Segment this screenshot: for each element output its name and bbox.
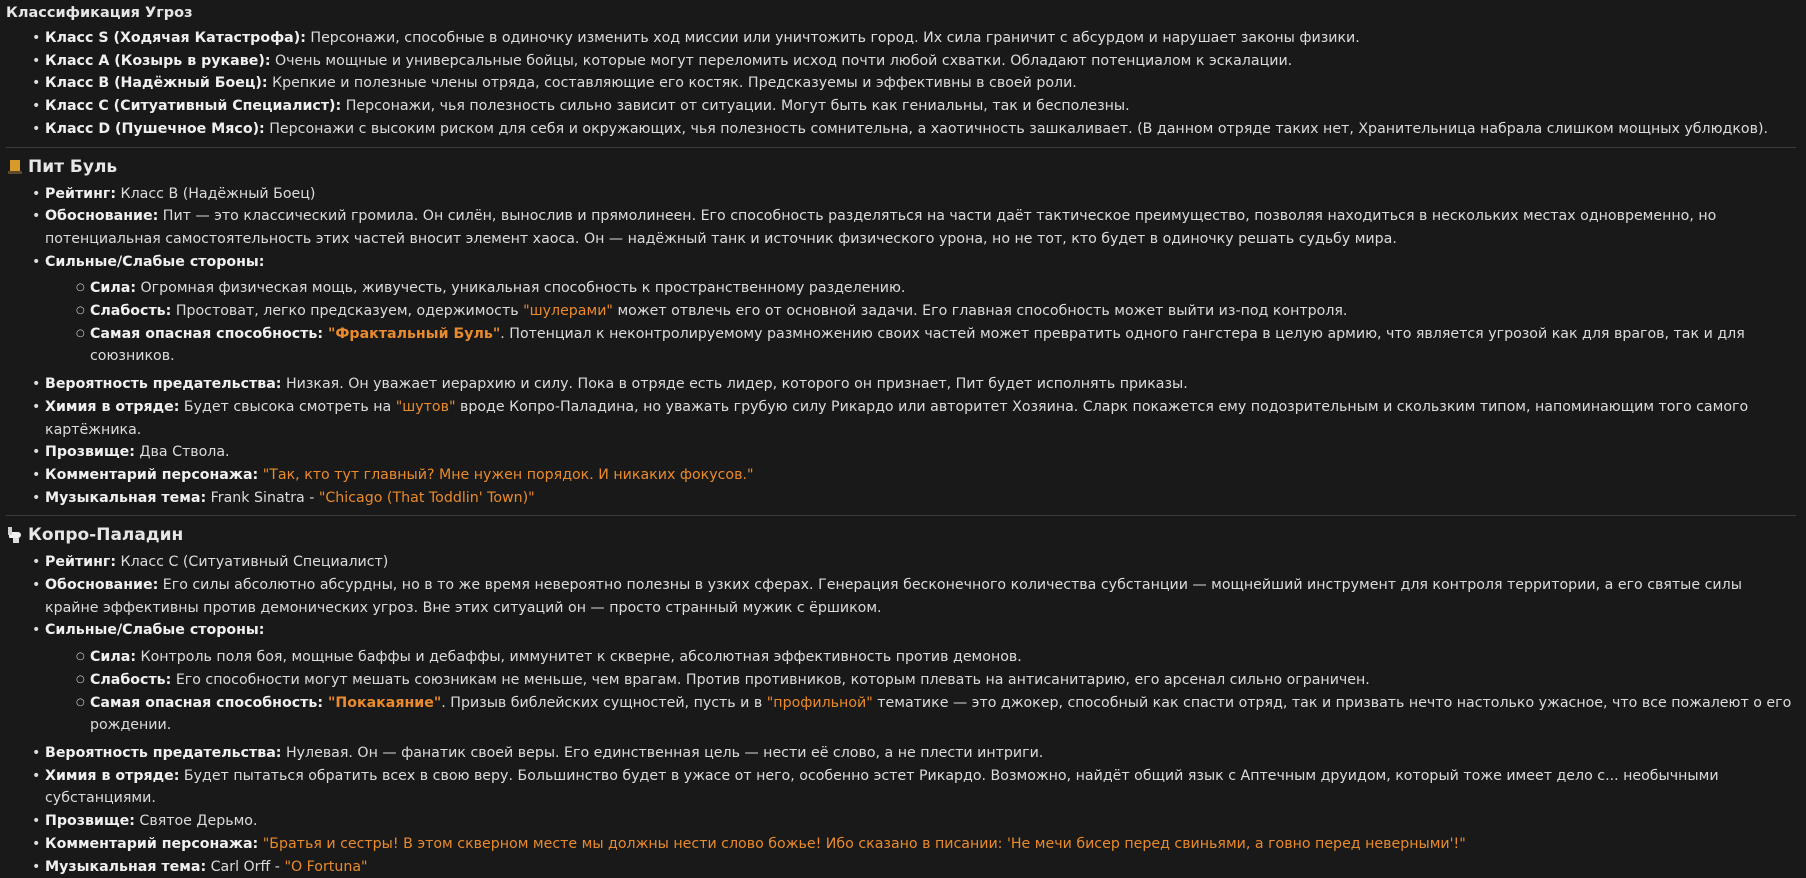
character-name: Копро-Паладин xyxy=(28,525,183,545)
divider xyxy=(6,147,1796,148)
toilet-icon xyxy=(8,527,22,543)
section-heading-pit-bull xyxy=(8,157,1798,177)
reason-item: • Обоснование: Его силы абсолютно абсурдны, но в то же время невероятно полезны в узких сферах. Генерация бесконечного количества субстанции — мощнейший инструмент для контроля территории, а его святые силы крайне эффективны против демонических угроз. Вне этих ситуаций он — просто странный мужик с ёршиком. xyxy=(45,574,1798,619)
nickname-item: • Прозвище: Святое Дерьмо. xyxy=(45,810,1798,833)
section-heading-kopro-paladin xyxy=(8,525,1798,545)
betrayal-item: • Вероятность предательства: Низкая. Он уважает иерархию и силу. Пока в отряде есть лидер, которого он признает, Пит будет исполнять приказы. xyxy=(45,373,1798,396)
threat-classification-title: Классификация Угроз xyxy=(6,5,1798,21)
nickname-item: • Прозвище: Два Ствола. xyxy=(45,441,1798,464)
list-item: • Класс C (Ситуативный Специалист): Персонажи, чья полезность сильно зависит от ситуации. Могут быть как гениальны, так и бесполезны. xyxy=(45,95,1798,118)
list-item: • Класс A (Козырь в рукаве): Очень мощные и универсальные бойцы, которые могут переломить исход почти любой схватки. Обладают потенциалом к эскалации. xyxy=(45,50,1798,73)
hat-icon xyxy=(8,159,22,175)
chemistry-item: • Химия в отряде: Будет свысока смотреть на "шутов" вроде Копро-Паладина, но уважать грубую силу Рикардо или авторитет Хозяина. Сларк покажется ему подозрительным и скользким типом, напоминающим того самого картёжника. xyxy=(45,396,1798,441)
character-name: Пит Буль xyxy=(28,157,117,177)
strengths-weaknesses-list xyxy=(45,277,1798,368)
list-item: • Класс D (Пушечное Мясо): Персонажи с высоким риском для себя и окружающих, чья полезность сомнительна, а хаотичность зашкаливает. (В данном отряде таких нет, Хранительница набрала слишком мощных ублюдков). xyxy=(45,118,1798,141)
divider xyxy=(6,515,1796,516)
weakness-item: ○ Слабость: Его способности могут мешать союзникам не меньше, чем врагам. Против противников, которым плевать на антисанитарию, его арсенал сильно ограничен. xyxy=(90,669,1798,692)
strength-item: ○ Сила: Огромная физическая мощь, живучесть, уникальная способность к пространственному разделению. xyxy=(90,277,1798,300)
pit-bull-list xyxy=(6,183,1798,510)
music-item: • Музыкальная тема: Carl Orff - "O Fortuna" xyxy=(45,856,1798,878)
strength-item: ○ Сила: Контроль поля боя, мощные баффы и дебаффы, иммунитет к скверне, абсолютная эффективность против демонов. xyxy=(90,646,1798,669)
list-item: • Класс S (Ходячая Катастрофа): Персонажи, способные в одиночку изменить ход миссии или уничтожить город. Их сила граничит с абсурдом и нарушает законы физики. xyxy=(45,27,1798,50)
threat-class-list xyxy=(6,27,1798,141)
comment-item: • Комментарий персонажа: "Братья и сестры! В этом скверном месте мы должны нести слово божье! Ибо сказано в писании: 'Не мечи бисер перед свиньями, а говно перед неверными'!" xyxy=(45,833,1798,856)
rating-item: • Рейтинг: Класс B (Надёжный Боец) xyxy=(45,183,1798,206)
chemistry-item: • Химия в отряде: Будет пытаться обратить всех в свою веру. Большинство будет в ужасе от него, особенно эстет Рикардо. Возможно, найдёт общий язык с Аптечным друидом, который тоже имеет дело с... необычными субстанциями. xyxy=(45,765,1798,810)
list-item: • Класс B (Надёжный Боец): Крепкие и полезные члены отряда, составляющие его костяк. Предсказуемы и эффективны в своей роли. xyxy=(45,72,1798,95)
strengths-weaknesses-list xyxy=(45,646,1798,737)
weakness-item: ○ Слабость: Простоват, легко предсказуем, одержимость "шулерами" может отвлечь его от основной задачи. Его главная способность может выйти из-под контроля. xyxy=(90,300,1798,323)
music-item: • Музыкальная тема: Frank Sinatra - "Chicago (That Toddlin' Town)" xyxy=(45,487,1798,510)
danger-item: ○ Самая опасная способность: "Покакаяние". Призыв библейских сущностей, пусть и в "профильной" тематике — это джокер, способный как спасти отряд, так и призвать нечто настолько ужасное, что все пожалеют о его рождении. xyxy=(90,692,1798,737)
betrayal-item: • Вероятность предательства: Нулевая. Он — фанатик своей веры. Его единственная цель — нести её слово, а не плести интриги. xyxy=(45,742,1798,765)
rating-item: • Рейтинг: Класс C (Ситуативный Специалист) xyxy=(45,551,1798,574)
kopro-paladin-list xyxy=(6,551,1798,878)
comment-item: • Комментарий персонажа: "Так, кто тут главный? Мне нужен порядок. И никаких фокусов." xyxy=(45,464,1798,487)
strengths-weaknesses-item: • Сильные/Слабые стороны: ○ Сила: Контроль поля боя, мощные баффы и дебаффы, иммунитет к скверне, абсолютная эффективность против демонов. ○ Слабость: Его способности могут мешать союзникам не меньше, чем врагам. Против противников, которым плевать на антисанитарию, его арсенал сильно ограничен. ○ Самая опасная способность: "Покакаяние". Призыв библейских сущностей, пусть и в "профильной" тематике — это джокер, способный как спасти отряд, так и призвать нечто настолько ужасное, что все пожалеют о его рождении. xyxy=(45,619,1798,737)
reason-item: • Обоснование: Пит — это классический громила. Он силён, вынослив и прямолинеен. Его способность разделяться на части даёт тактическое преимущество, позволяя находиться в нескольких местах одновременно, но потенциальная самостоятельность этих частей вносит элемент хаоса. Он — надёжный танк и источник физического урона, но не тот, кто будет в одиночку решать судьбу мира. xyxy=(45,205,1798,250)
danger-item: ○ Самая опасная способность: "Фрактальный Буль". Потенциал к неконтролируемому размножению своих частей может превратить одного гангстера в целую армию, что является угрозой как для врагов, так и для союзников. xyxy=(90,323,1798,368)
strengths-weaknesses-item: • Сильные/Слабые стороны: ○ Сила: Огромная физическая мощь, живучесть, уникальная способность к пространственному разделению. ○ Слабость: Простоват, легко предсказуем, одержимость "шулерами" может отвлечь его от основной задачи. Его главная способность может выйти из-под контроля. ○ Самая опасная способность: "Фрактальный Буль". Потенциал к неконтролируемому размножению своих частей может превратить одного гангстера в целую армию, что является угрозой как для врагов, так и для союзников. xyxy=(45,251,1798,369)
